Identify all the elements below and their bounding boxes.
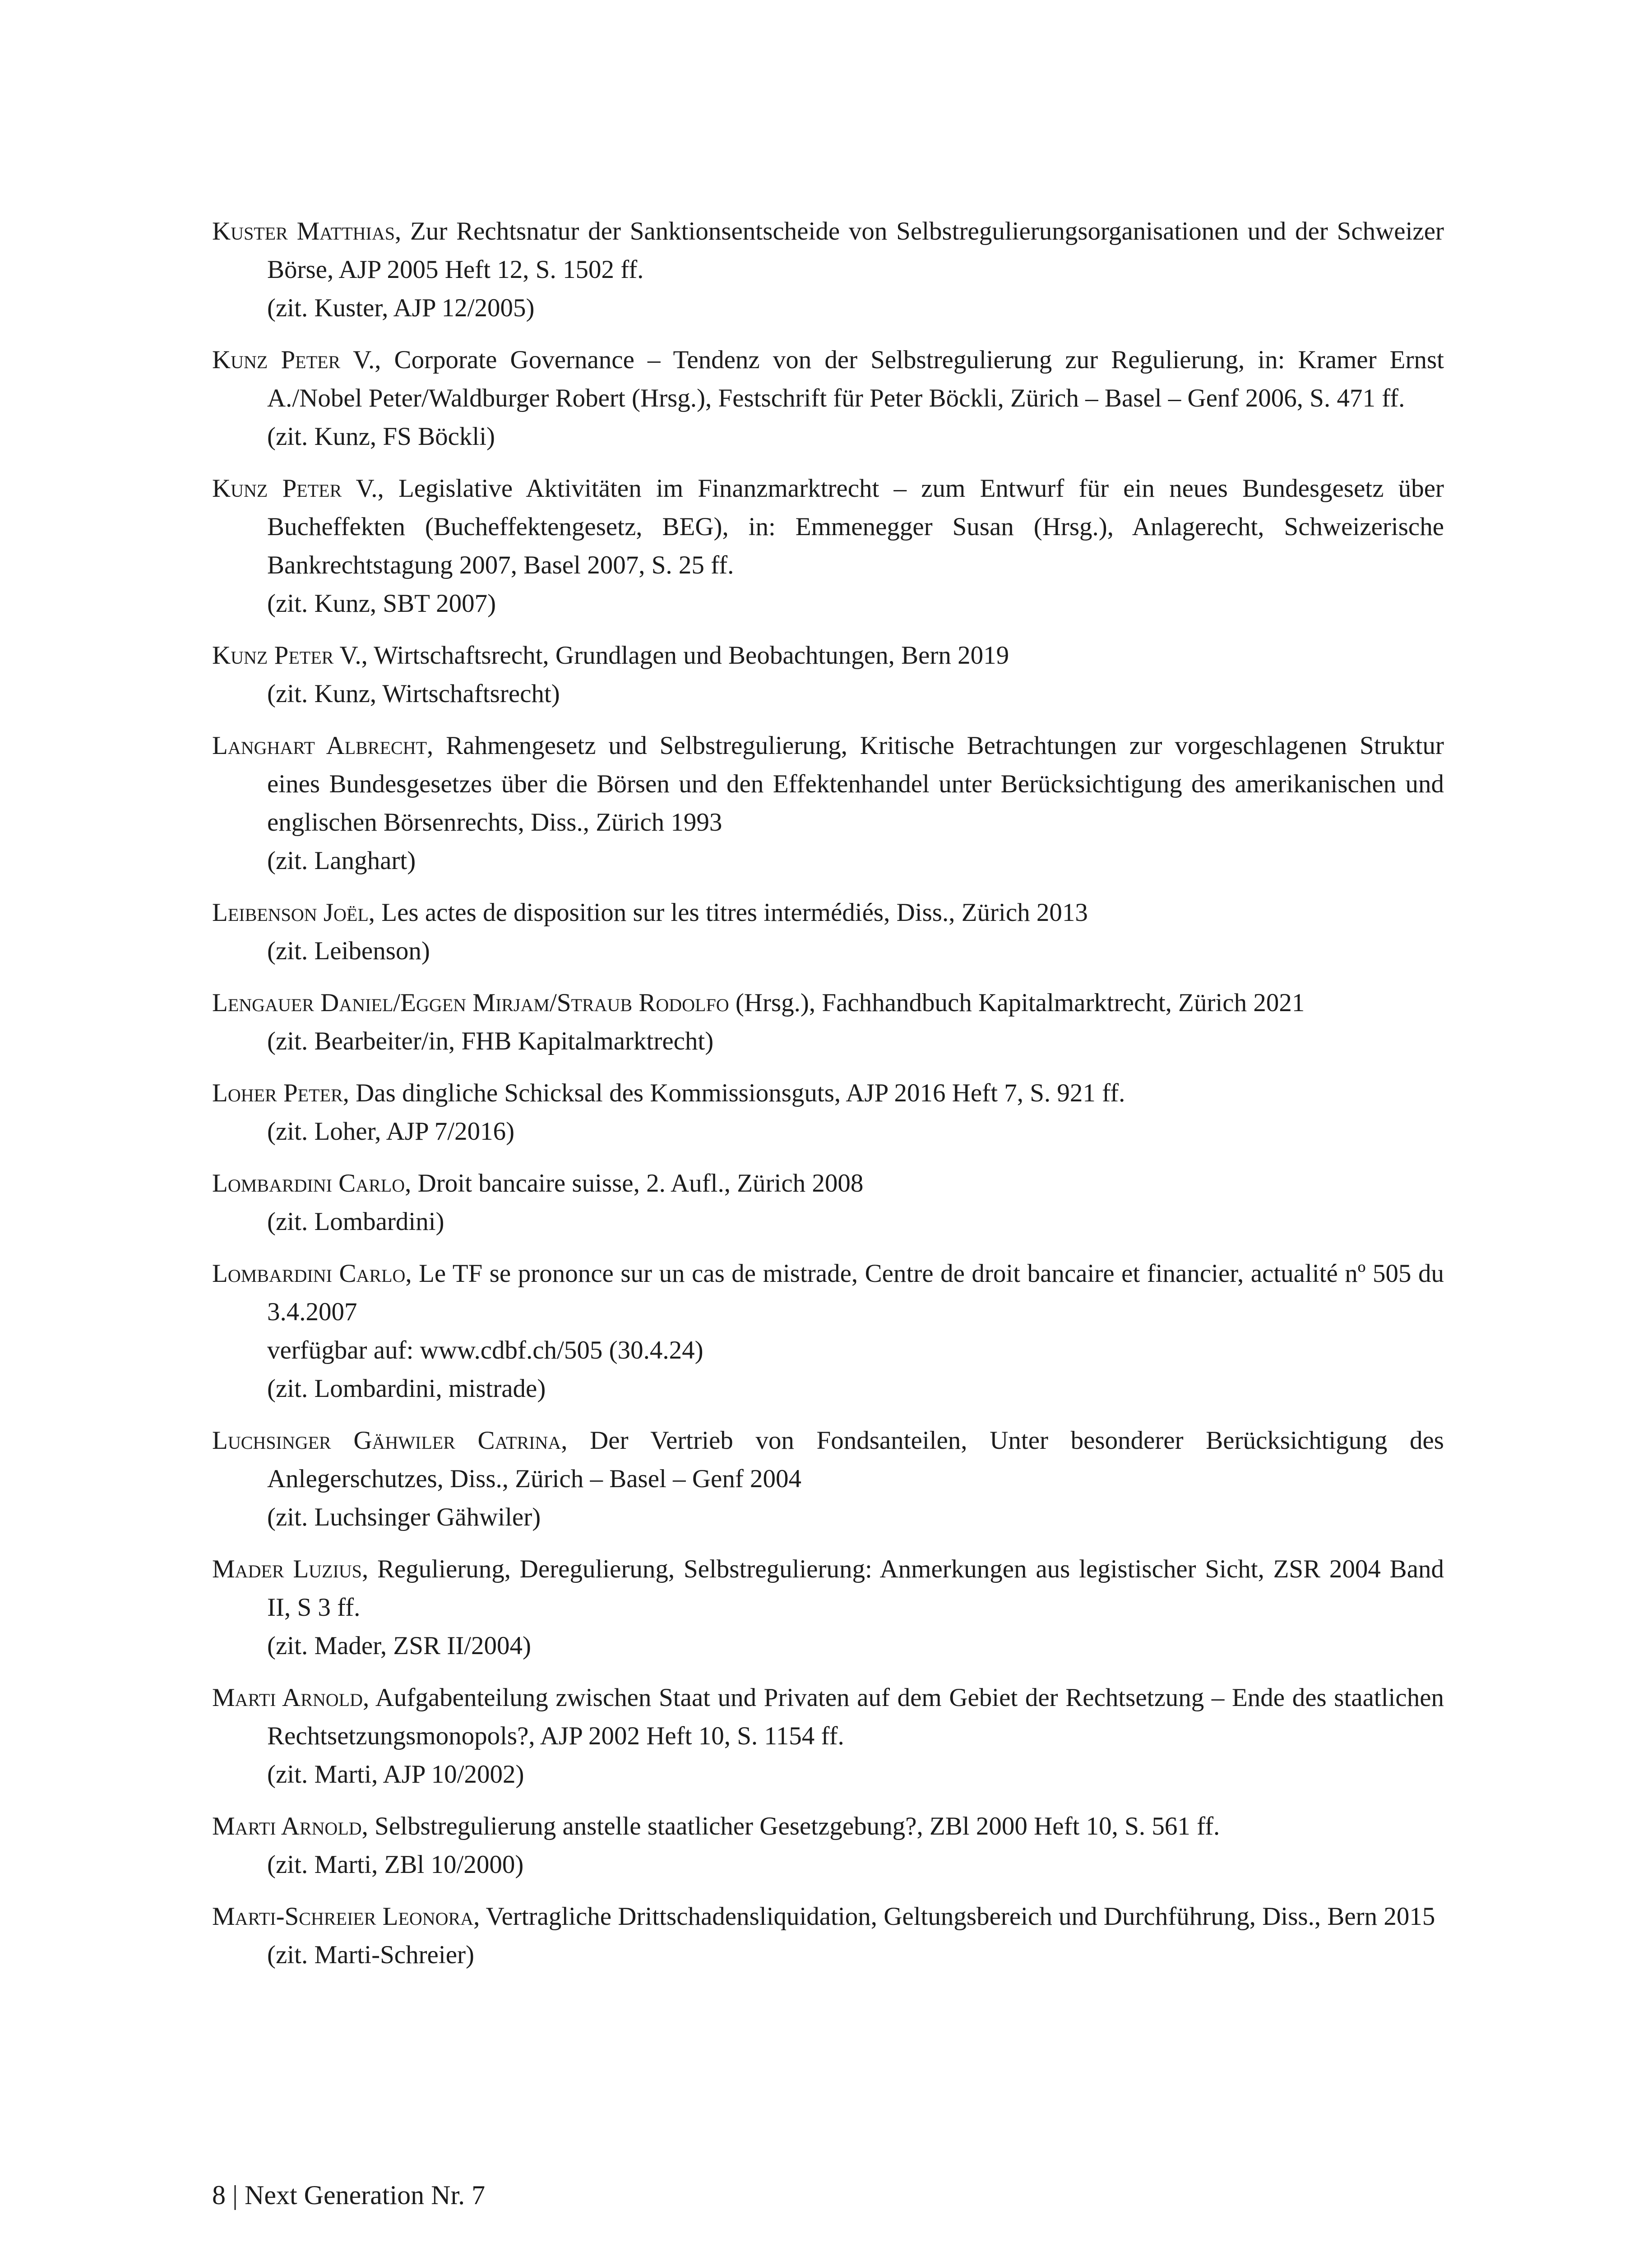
entry-text: , Wirtschaftsrecht, Grundlagen und Beobachtungen, Bern 2019 (361, 641, 1009, 670)
entry-url: verfügbar auf: www.cdbf.ch/505 (30.4.24) (267, 1336, 703, 1364)
entry-text: , Rahmengesetz und Selbstregulierung, Kritische Betrachtungen zur vorgeschlagenen Struktur eines Bundesgesetzes über die Börsen und den Effektenhandel unter Berücksichtigung des amerikanischen und englischen Börsenrechts, Diss., Zürich 1993 (267, 731, 1444, 837)
bibliography-entry (212, 1550, 1444, 1665)
entry-author: Marti-Schreier Leonora (212, 1902, 474, 1931)
entry-author: Kunz Peter V. (212, 641, 361, 670)
entry-author: Kunz Peter V. (212, 474, 378, 503)
entry-author: Langhart Albrecht (212, 731, 427, 760)
bibliography-entry (212, 1164, 1444, 1241)
entry-text: , Selbstregulierung anstelle staatlicher Gesetzgebung?, ZBl 2000 Heft 10, S. 561 ff. (361, 1812, 1220, 1840)
entry-author: Leibenson Joël (212, 898, 369, 927)
entry-citation: (zit. Marti-Schreier) (267, 1941, 474, 1969)
entry-text: , Droit bancaire suisse, 2. Aufl., Zürich 2008 (405, 1169, 864, 1197)
entry-citation: (zit. Langhart) (267, 846, 416, 875)
entry-citation: (zit. Marti, ZBl 10/2000) (267, 1850, 524, 1879)
entry-author: Lombardini Carlo (212, 1259, 406, 1288)
entry-author: Kunz Peter V. (212, 346, 375, 374)
entry-author: Loher Peter (212, 1079, 343, 1107)
bibliography-entry (212, 1421, 1444, 1536)
bibliography-entry (212, 469, 1444, 623)
entry-text: , Regulierung, Deregulierung, Selbstregulierung: Anmerkungen aus legistischer Sicht, ZSR 2004 Band II, S 3 ff. (267, 1555, 1444, 1622)
entry-citation: (zit. Marti, AJP 10/2002) (267, 1760, 524, 1789)
entry-citation: (zit. Bearbeiter/in, FHB Kapitalmarktrecht) (267, 1027, 714, 1055)
bibliography-entry (212, 1254, 1444, 1408)
bibliography-entry (212, 1807, 1444, 1884)
entry-text: , Aufgabenteilung zwischen Staat und Privaten auf dem Gebiet der Rechtsetzung – Ende des staatlichen Rechtsetzungsmonopols?, AJP 2002 Heft 10, S. 1154 ff. (267, 1683, 1444, 1750)
entry-text: , Legislative Aktivitäten im Finanzmarktrecht – zum Entwurf für ein neues Bundesgesetz über Bucheffekten (Bucheffektengesetz, BEG), in: Emmenegger Susan (Hrsg.), Anlagerecht, Schweizerische Bankrechtstagung 2007, Basel 2007, S. 25 ff. (267, 474, 1444, 579)
entry-citation: (zit. Loher, AJP 7/2016) (267, 1117, 515, 1146)
page-footer: 8 | Next Generation Nr. 7 (212, 2180, 486, 2210)
entry-citation: (zit. Kunz, SBT 2007) (267, 589, 496, 618)
entry-text: , Corporate Governance – Tendenz von der Selbstregulierung zur Regulierung, in: Kramer Ernst A./Nobel Peter/Waldburger Robert (Hrsg.), Festschrift für Peter Böckli, Zürich – Basel – Genf 2006, S. 471 ff. (267, 346, 1444, 412)
entry-citation: (zit. Leibenson) (267, 937, 430, 965)
entry-citation: (zit. Kunz, FS Böckli) (267, 422, 495, 451)
bibliography-entry (212, 726, 1444, 880)
bibliography-entry (212, 341, 1444, 456)
entry-author: Mader Luzius (212, 1555, 362, 1583)
bibliography-entry (212, 1897, 1444, 1974)
entry-author: Lombardini Carlo (212, 1169, 405, 1197)
entry-citation: (zit. Lombardini, mistrade) (267, 1374, 546, 1403)
entry-author: Marti Arnold (212, 1683, 363, 1712)
bibliography-entry (212, 1074, 1444, 1151)
entry-text: (Hrsg.), Fachhandbuch Kapitalmarktrecht, Zürich 2021 (729, 989, 1305, 1017)
entry-author: Kuster Matthias (212, 217, 395, 245)
entry-text: , Vertragliche Drittschadensliquidation, Geltungsbereich und Durchführung, Diss., Bern 2015 (473, 1902, 1435, 1931)
entry-author: Luchsinger Gähwiler Catrina (212, 1426, 561, 1455)
entry-author: Lengauer Daniel/Eggen Mirjam/Straub Rodolfo (212, 989, 729, 1017)
entry-text: , Le TF se prononce sur un cas de mistrade, Centre de droit bancaire et financier, actualité nº 505 du 3.4.2007 (267, 1259, 1444, 1326)
entry-citation: (zit. Lombardini) (267, 1207, 444, 1236)
entry-citation: (zit. Kuster, AJP 12/2005) (267, 294, 535, 322)
entry-text: , Der Vertrieb von Fondsanteilen, Unter besonderer Berücksichtigung des Anlegerschutzes, Diss., Zürich – Basel – Genf 2004 (267, 1426, 1444, 1493)
bibliography-entry (212, 636, 1444, 713)
bibliography-list (212, 212, 1444, 1988)
entry-text: , Zur Rechtsnatur der Sanktionsentscheide von Selbstregulierungsorganisationen und der Schweizer Börse, AJP 2005 Heft 12, S. 1502 ff. (267, 217, 1444, 284)
bibliography-entry (212, 212, 1444, 327)
entry-citation: (zit. Mader, ZSR II/2004) (267, 1632, 532, 1660)
entry-citation: (zit. Luchsinger Gähwiler) (267, 1503, 541, 1531)
entry-text: , Das dingliche Schicksal des Kommissionsguts, AJP 2016 Heft 7, S. 921 ff. (342, 1079, 1125, 1107)
entry-citation: (zit. Kunz, Wirtschaftsrecht) (267, 680, 560, 708)
bibliography-entry (212, 984, 1444, 1060)
entry-author: Marti Arnold (212, 1812, 362, 1840)
entry-text: , Les actes de disposition sur les titres intermédiés, Diss., Zürich 2013 (368, 898, 1088, 927)
bibliography-entry (212, 893, 1444, 970)
bibliography-entry (212, 1678, 1444, 1794)
